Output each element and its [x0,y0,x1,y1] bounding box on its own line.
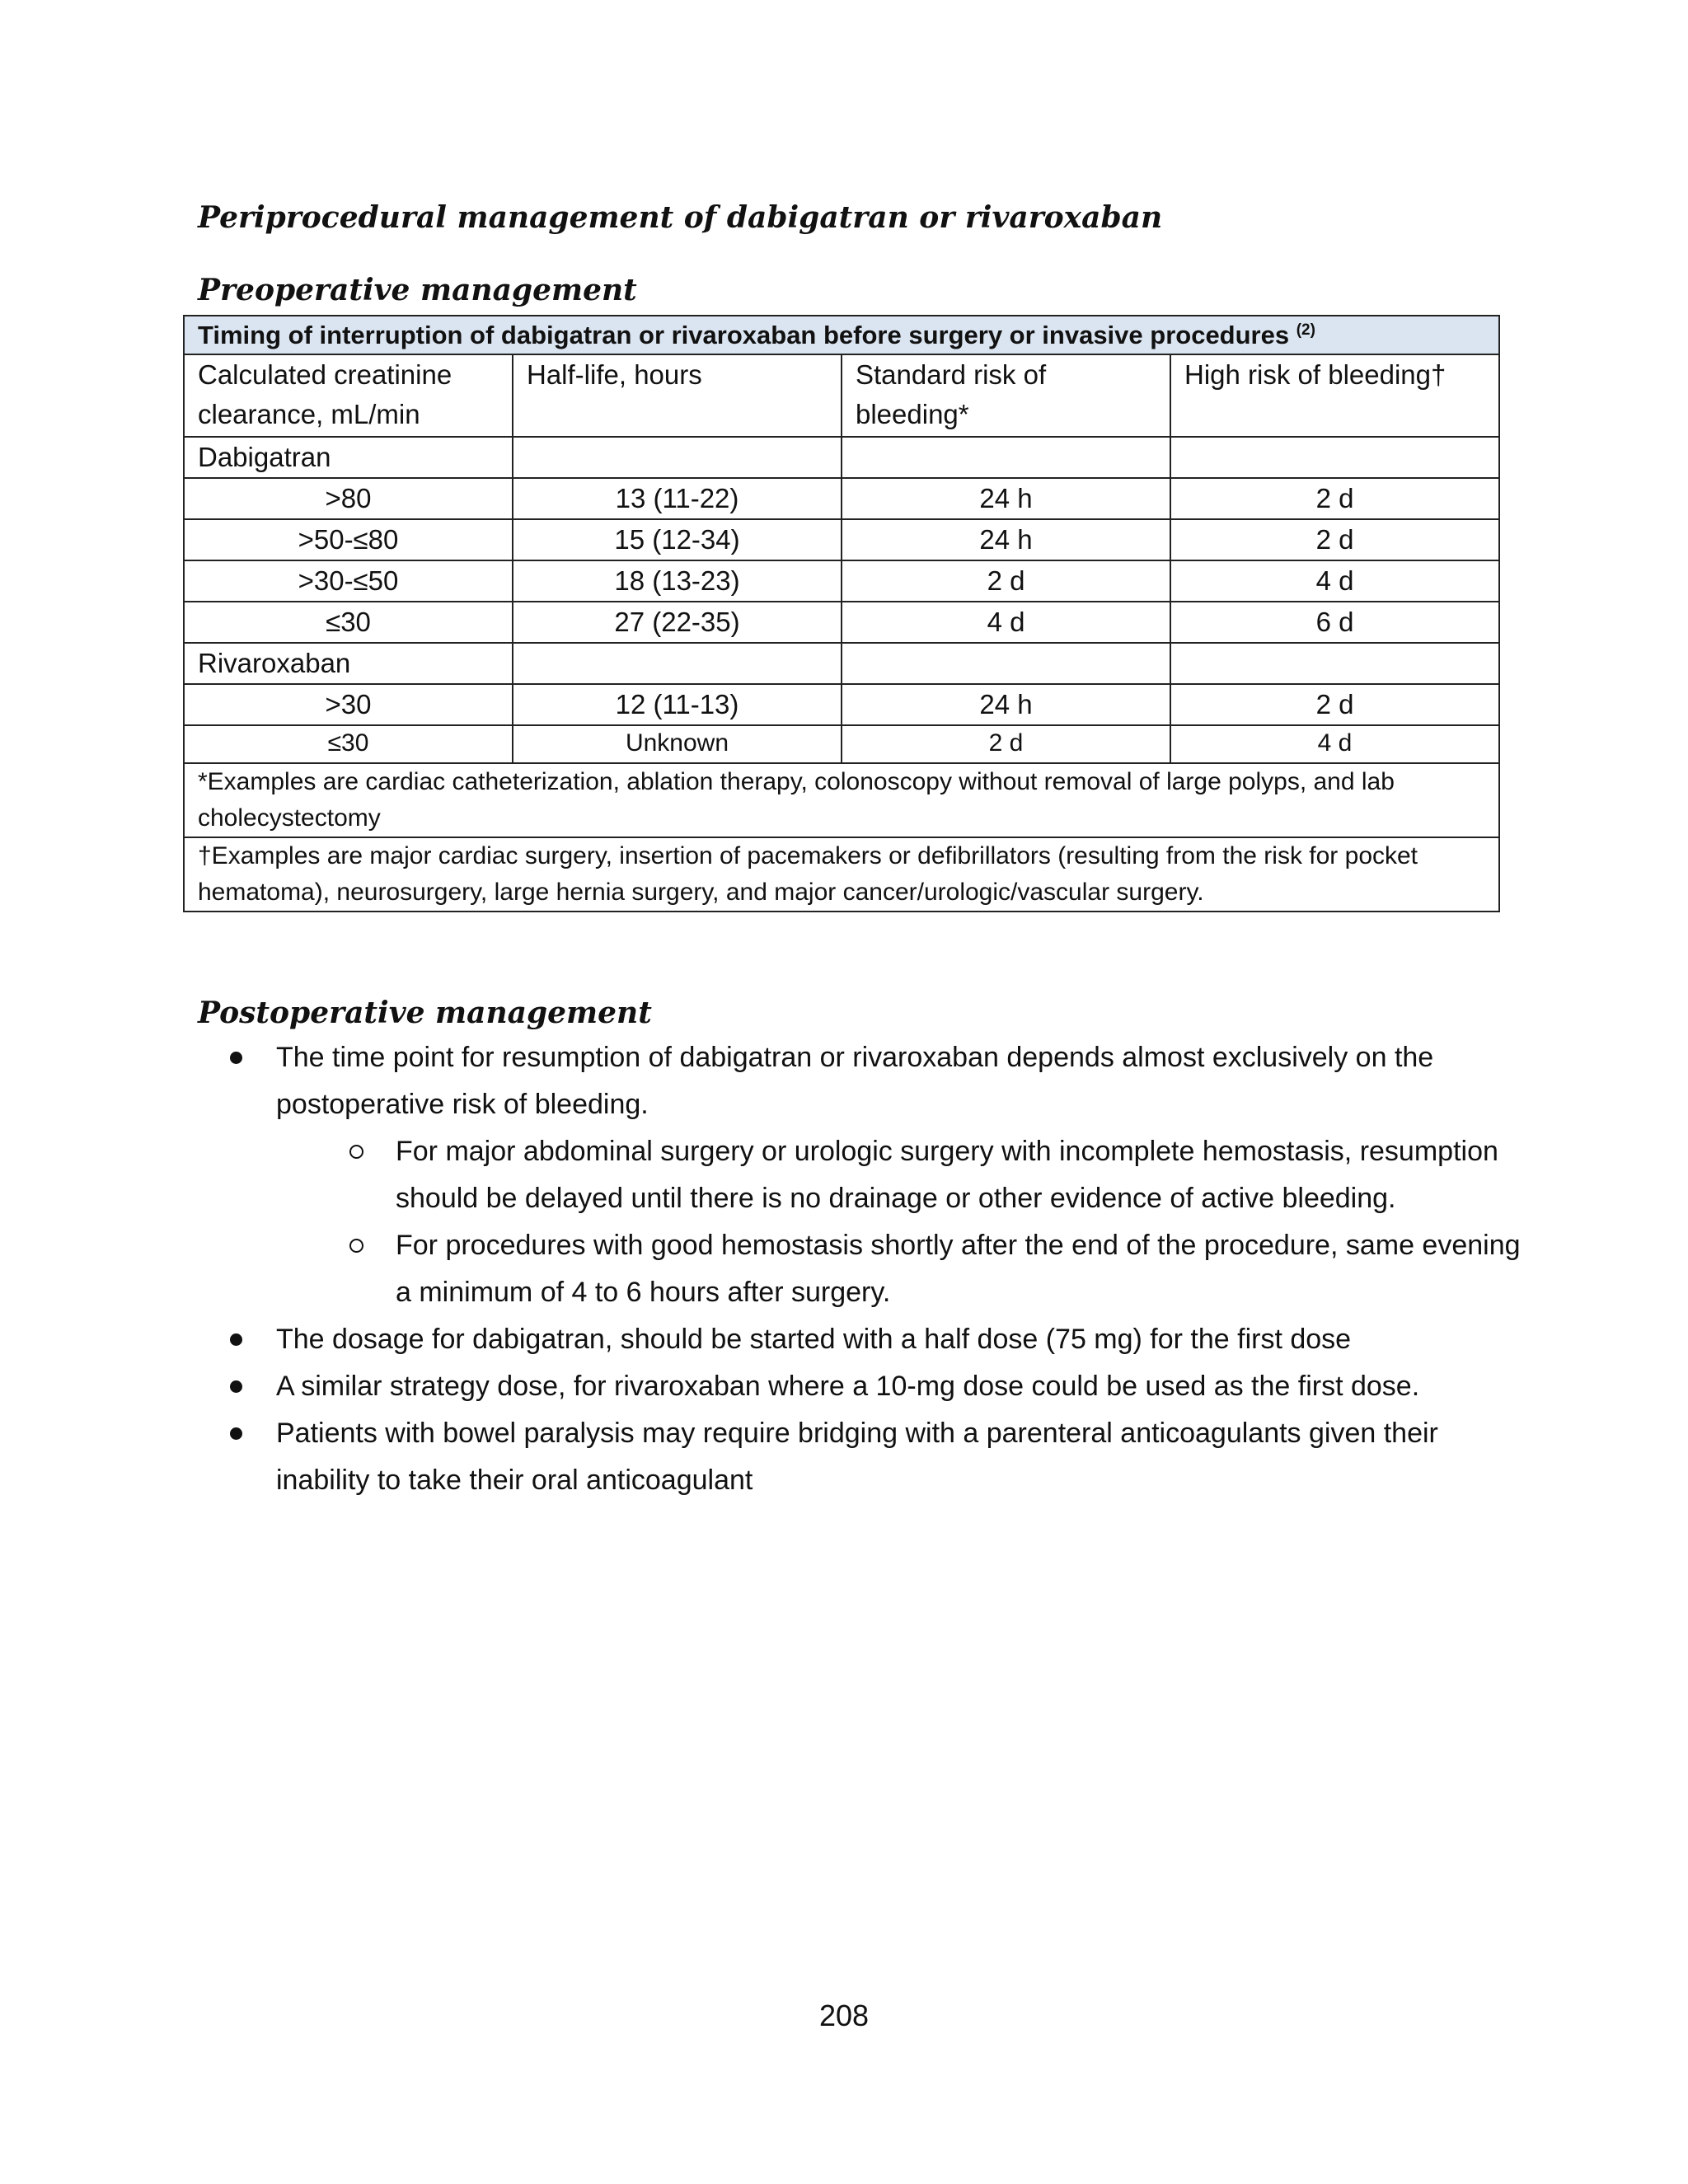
bullet-icon [230,1052,242,1064]
list-item-text: The time point for resumption of dabigatran or rivaroxaban depends almost exclusively on the postoperative risk of bleeding. [276,1042,1434,1120]
sub-list-item [396,1222,1525,1316]
cell-half-life: 12 (11-13) [513,684,842,725]
cell-standard-risk: 24 h [842,684,1170,725]
bullet-icon [230,1427,242,1440]
sub-list-item [396,1128,1525,1222]
table-row [184,478,1499,519]
empty-cell [1170,643,1499,684]
table-footnote-row [184,763,1499,837]
table-caption [184,316,1499,354]
footnote-high-risk: †Examples are major cardiac surgery, insertion of pacemakers or defibrillators (resulting from the risk for pocket hematoma), neurosurgery, large hernia surgery, and major cancer/urologic/vascular surgery. [184,837,1499,912]
list-item-text: A similar strategy dose, for rivaroxaban where a 10-mg dose could be used as the first dose. [276,1371,1420,1402]
cell-high-risk: 2 d [1170,478,1499,519]
table-header-row [184,354,1499,437]
cell-clearance: >80 [184,478,513,519]
postoperative-list [214,1034,1525,1504]
group-label: Rivaroxaban [184,643,513,684]
hollow-bullet-icon [349,1145,363,1159]
bullet-icon [230,1380,242,1393]
table-caption-reference: (2) [1296,321,1315,339]
cell-high-risk: 2 d [1170,519,1499,560]
empty-cell [513,643,842,684]
page-title: Periprocedural management of dabigatran or rivaroxaban [198,200,1163,235]
cell-half-life: 13 (11-22) [513,478,842,519]
table-footnote-row [184,837,1499,912]
table-row [184,519,1499,560]
cell-standard-risk: 24 h [842,519,1170,560]
cell-half-life: 18 (13-23) [513,560,842,602]
bullet-icon [230,1333,242,1346]
header-creatinine-clearance: Calculated creatinine clearance, mL/min [184,354,513,437]
cell-standard-risk: 24 h [842,478,1170,519]
cell-high-risk: 6 d [1170,602,1499,643]
list-item-text: The dosage for dabigatran, should be started with a half dose (75 mg) for the first dose [276,1324,1352,1355]
table-row [184,684,1499,725]
table-row [184,602,1499,643]
table-row [184,560,1499,602]
preoperative-heading: Preoperative management [198,273,637,307]
sub-list [276,1128,1525,1316]
list-item [214,1034,1525,1316]
table-caption-row [184,316,1499,354]
cell-high-risk: 4 d [1170,725,1499,763]
sub-list-item-text: For procedures with good hemostasis shortly after the end of the procedure, same evening a minimum of 4 to 6 hours after surgery. [396,1230,1521,1308]
cell-clearance: >50-≤80 [184,519,513,560]
group-row-rivaroxaban [184,643,1499,684]
cell-clearance: ≤30 [184,602,513,643]
cell-half-life: 27 (22-35) [513,602,842,643]
cell-standard-risk: 4 d [842,602,1170,643]
cell-half-life: 15 (12-34) [513,519,842,560]
group-label: Dabigatran [184,437,513,478]
sub-list-item-text: For major abdominal surgery or urologic surgery with incomplete hemostasis, resumption should be delayed until there is no drainage or other evidence of active bleeding. [396,1136,1498,1214]
table-caption-text: Timing of interruption of dabigatran or rivaroxaban before surgery or invasive procedures [198,321,1290,349]
cell-clearance: ≤30 [184,725,513,763]
empty-cell [842,643,1170,684]
cell-high-risk: 4 d [1170,560,1499,602]
cell-standard-risk: 2 d [842,560,1170,602]
empty-cell [1170,437,1499,478]
hollow-bullet-icon [349,1239,363,1253]
cell-standard-risk: 2 d [842,725,1170,763]
header-half-life: Half-life, hours [513,354,842,437]
cell-high-risk: 2 d [1170,684,1499,725]
header-standard-risk: Standard risk of bleeding* [842,354,1170,437]
header-high-risk: High risk of bleeding† [1170,354,1499,437]
footnote-standard-risk: *Examples are cardiac catheterization, ablation therapy, colonoscopy without removal of large polyps, and lab cholecystectomy [184,763,1499,837]
list-item [214,1316,1525,1363]
list-item-text: Patients with bowel paralysis may require bridging with a parenteral anticoagulants given their inability to take their oral anticoagulant [276,1418,1438,1496]
interruption-timing-table [183,315,1500,912]
cell-clearance: >30-≤50 [184,560,513,602]
group-row-dabigatran [184,437,1499,478]
table-row [184,725,1499,763]
cell-clearance: >30 [184,684,513,725]
cell-half-life: Unknown [513,725,842,763]
postoperative-heading: Postoperative management [198,996,652,1030]
empty-cell [842,437,1170,478]
list-item [214,1410,1525,1504]
page-number: 208 [818,1999,870,2032]
empty-cell [513,437,842,478]
list-item [214,1363,1525,1410]
